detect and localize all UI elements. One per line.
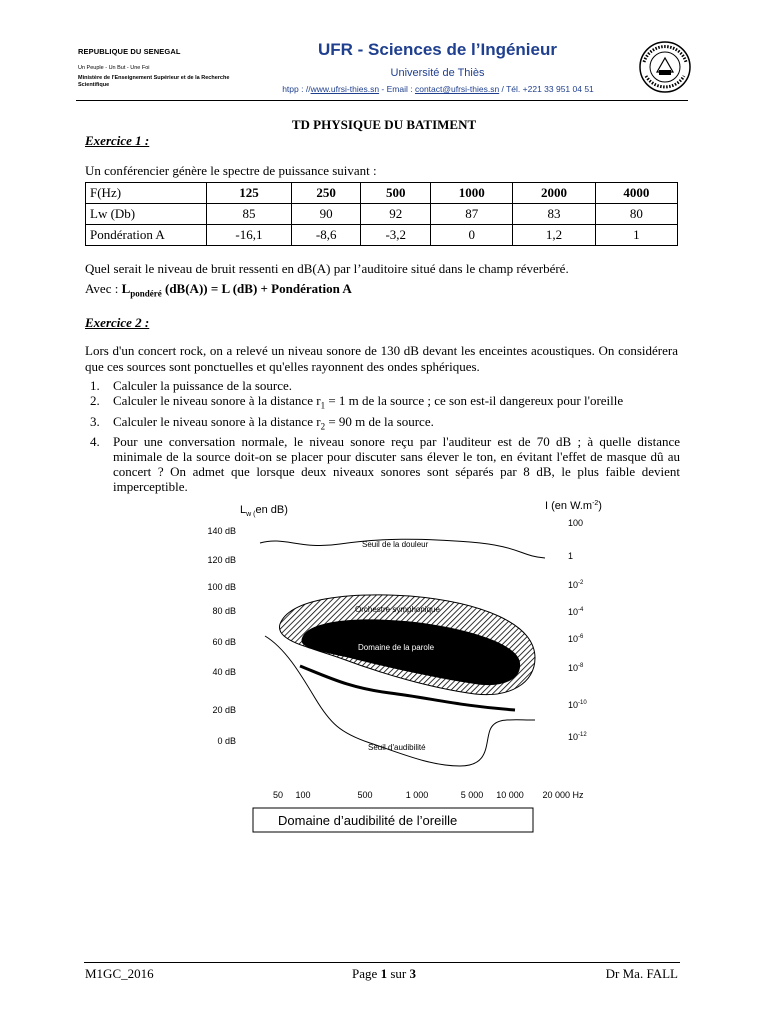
contact-prefix: htpp : // — [282, 84, 311, 94]
item-number: 4. — [90, 434, 100, 450]
footer-page-number: Page 1 sur 3 — [352, 966, 416, 981]
footer-divider — [84, 962, 680, 963]
footer-right: Dr Ma. FALL — [605, 966, 678, 981]
question-text-cont: = 1 m de la source ; ce son est-il dangereux pour l'oreille — [325, 393, 624, 408]
formula-L: L — [121, 281, 131, 296]
right-tick: $10^{-6}$ — [568, 634, 584, 644]
x-tick: 50 — [272, 790, 284, 800]
table-cell: 80 — [595, 204, 677, 225]
table-row — [86, 183, 678, 204]
x-tick: 1 000 — [405, 790, 429, 800]
document-title: TD PHYSIQUE DU BATIMENT — [291, 117, 477, 132]
left-tick: 100 dB — [207, 582, 236, 592]
table-row — [86, 204, 678, 225]
subscript: 1 — [320, 400, 326, 411]
header-left-block — [78, 47, 238, 89]
left-tick: 0 dB — [217, 736, 236, 746]
phone-number: / Tél. +221 33 951 04 51 — [499, 84, 594, 94]
x-tick: 5 000 — [460, 790, 484, 800]
question-list — [90, 378, 680, 494]
subscript: 2 — [320, 421, 326, 432]
formula-subscript: pondéré — [130, 288, 162, 299]
table-cell: 83 — [513, 204, 595, 225]
table-cell: 85 — [207, 204, 292, 225]
table-cell: 2000 — [513, 183, 595, 204]
pain-threshold-label: Seuil de la douleur — [362, 540, 429, 549]
table-cell: 1 — [595, 225, 677, 246]
website-link[interactable]: www.ufrsi-thies.sn — [310, 84, 380, 94]
question-text: Calculer la puissance de la source. — [113, 378, 293, 393]
ministry-name: Ministère de l'Enseignement Supérieur et de la Recherche Scientifique — [78, 75, 230, 88]
hearing-threshold-label: Seuil d'audibilité — [368, 743, 426, 752]
left-tick: 80 dB — [212, 606, 236, 616]
question-text-cont: = 90 m de la source. — [325, 413, 434, 429]
exercise1-intro: Un conférencier génère le spectre de puissance suivant : — [85, 163, 377, 178]
university-name: Université de Thiès — [390, 67, 485, 79]
table-cell: 125 — [207, 183, 292, 204]
table-cell: 87 — [431, 204, 513, 225]
list-item — [90, 414, 680, 435]
table-cell: 0 — [431, 225, 513, 246]
email-link[interactable]: contact@ufrsi-thies.sn — [414, 84, 500, 94]
exercise1-heading: Exercice 1 : — [85, 133, 150, 148]
email-prefix: - Email : — [379, 84, 415, 94]
item-number: 1. — [90, 378, 100, 393]
table-cell: 92 — [361, 204, 431, 225]
left-tick: 140 dB — [207, 526, 236, 536]
formula-rest: (dB(A)) = L (dB) + Pondération A — [161, 281, 352, 296]
hearing-range-figure — [190, 498, 620, 838]
exercise1-formula — [85, 281, 352, 302]
national-motto: Un Peuple - Un But - Une Foi — [78, 65, 150, 71]
question-text: Calculer le niveau sonore à la distance r — [113, 413, 321, 429]
y-left-label: $L_{w (}en$ dB) — [240, 504, 288, 518]
contact-line — [238, 84, 638, 94]
table-cell: 250 — [291, 183, 361, 204]
x-tick: 10 000 — [496, 790, 524, 800]
item-number: 2. — [90, 393, 100, 408]
table-cell: -8,6 — [291, 225, 361, 246]
table-cell: 90 — [291, 204, 361, 225]
orchestra-label: Orchestre symphonique — [355, 605, 440, 614]
republic-name: REPUBLIQUE DU SENEGAL — [78, 47, 181, 56]
right-tick: $10^{-4}$ — [568, 607, 584, 617]
table-cell: 1000 — [431, 183, 513, 204]
footer-left: M1GC_2016 — [85, 966, 154, 981]
left-tick: 120 dB — [207, 555, 236, 565]
exercise1-question: Quel serait le niveau de bruit ressenti en dB(A) par l’auditoire situé dans le champ réverbéré. — [85, 261, 569, 276]
left-tick: 20 dB — [212, 705, 236, 715]
exercise2-intro: Lors d'un concert rock, on a relevé un niveau sonore de 130 dB devant les enceintes acoustiques. On considérera que ces sources sont ponctuelles et qu'elles rayonnent des ondes sphériques. — [85, 343, 678, 374]
row-label-weighting: Pondération A — [86, 225, 207, 246]
row-label-level: Lw (Db) — [86, 204, 207, 225]
right-tick: 1 — [568, 551, 574, 561]
header-divider — [76, 100, 688, 101]
speech-label: Domaine de la parole — [358, 643, 435, 652]
formula-prefix: Avec : — [85, 281, 122, 296]
x-tick: 20 000 Hz — [542, 790, 584, 800]
x-tick: 500 — [357, 790, 373, 800]
row-label-frequency: F(Hz) — [86, 183, 207, 204]
right-tick: $10^{-12}$ — [568, 732, 587, 742]
y-right-label: I (en $W.m^{-2}$) — [545, 500, 602, 512]
ufr-title: UFR - Sciences de l’Ingénieur — [317, 40, 557, 59]
table-cell: 500 — [361, 183, 431, 204]
power-spectrum-table — [85, 182, 678, 246]
list-item — [90, 434, 680, 494]
right-tick: 100 — [568, 518, 584, 528]
figure-caption: Domaine d’audibilité de l’oreille — [278, 813, 458, 828]
left-tick: 40 dB — [212, 667, 236, 677]
list-item — [90, 378, 680, 393]
question-text: Pour une conversation normale, le niveau sonore reçu par l'auditeur est de 70 dB ; à quelle distance minimale de la source doit-on se placer pour discuter sans élever le ton, en évitant l'effet de masque dû au concert ? On admet que lorsque deux niveaux sonores sont séparés par 8 dB, le plus faible devient imperceptible. — [113, 434, 680, 495]
item-number: 3. — [90, 413, 100, 429]
right-tick: $10^{-2}$ — [568, 580, 584, 590]
table-cell: -3,2 — [361, 225, 431, 246]
table-cell: 1,2 — [513, 225, 595, 246]
right-tick: $10^{-8}$ — [568, 663, 584, 673]
left-tick: 60 dB — [212, 637, 236, 647]
right-tick: $10^{-10}$ — [568, 700, 587, 710]
exercise2-heading: Exercice 2 : — [85, 315, 150, 330]
question-text: Calculer le niveau sonore à la distance r — [113, 393, 321, 408]
x-tick: 100 — [295, 790, 311, 800]
table-cell: -16,1 — [207, 225, 292, 246]
list-item — [90, 393, 680, 414]
table-row — [86, 225, 678, 246]
table-cell: 4000 — [595, 183, 677, 204]
university-seal-icon — [638, 40, 692, 94]
